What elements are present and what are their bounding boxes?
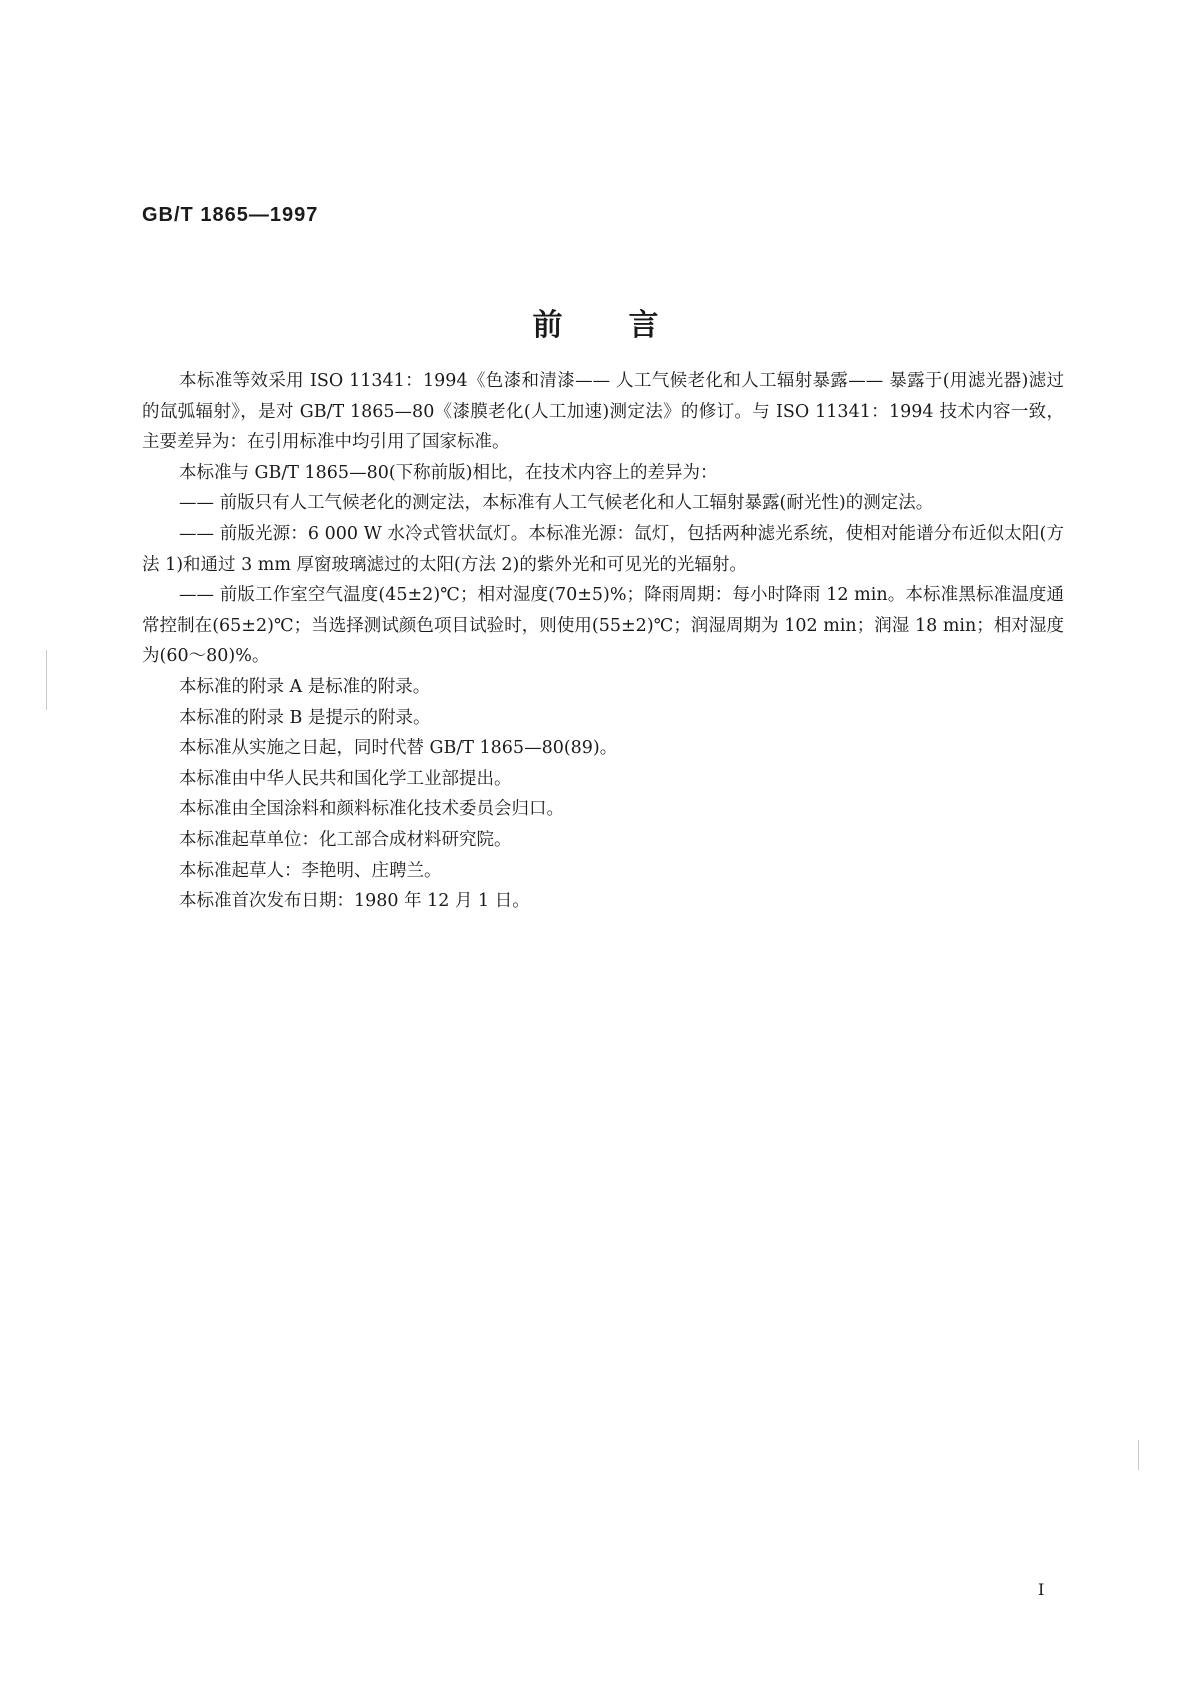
paragraph: 本标准从实施之日起，同时代替 GB/T 1865—80(89)。 — [179, 738, 618, 759]
scan-mark — [1138, 1440, 1139, 1470]
page-title: 前言 — [532, 308, 725, 343]
paragraph: 本标准首次发布日期：1980 年 12 月 1 日。 — [179, 891, 530, 912]
paragraph: 本标准的附录 B 是提示的附录。 — [179, 707, 431, 728]
paragraph: 本标准与 GB/T 1865—80(下称前版)相比，在技术内容上的差异为： — [179, 462, 718, 483]
scan-mark — [46, 650, 47, 710]
paragraph: 本标准由中华人民共和国化学工业部提出。 — [179, 768, 512, 789]
paragraph: —— 前版工作室空气温度(45±2)℃；相对湿度(70±5)%；降雨周期：每小时降雨 12 min。本标准黑标准温度通常控制在(65±2)℃；当选择测试颜色项目试验时，则使用(55±2)℃；润湿周期为 102 min；润湿 18 min；相对湿度为(60～80)%。 — [142, 585, 1064, 667]
paragraph: 本标准起草单位：化工部合成材料研究院。 — [179, 829, 512, 850]
paragraph: 本标准的附录 A 是标准的附录。 — [179, 676, 431, 697]
paragraph: 本标准等效采用 ISO 11341：1994《色漆和清漆—— 人工气候老化和人工辐射暴露—— 暴露于(用滤光器)滤过的氙弧辐射》，是对 GB/T 1865—80《漆膜老化(人工加速)测定法》的修订。与 ISO 11341：1994 技术内容一致，主要差异为：在引用标准中均引用了国家标准。 — [142, 371, 1064, 453]
paragraph: —— 前版光源：6 000 W 水冷式管状氙灯。本标准光源：氙灯，包括两种滤光系统，使相对能谱分布近似太阳(方法 1)和通过 3 mm 厚窗玻璃滤过的太阳(方法 2)的紫外光和可见光的光辐射。 — [142, 523, 1064, 575]
standard-code: GB/T 1865—1997 — [142, 204, 319, 226]
paragraph: 本标准由全国涂料和颜料标准化技术委员会归口。 — [179, 799, 564, 820]
page-number: I — [1038, 1580, 1045, 1599]
paragraph: 本标准起草人：李艳明、庄聘兰。 — [179, 860, 442, 881]
preface-body — [142, 366, 1064, 917]
paragraph: —— 前版只有人工气候老化的测定法，本标准有人工气候老化和人工辐射暴露(耐光性)的测定法。 — [179, 493, 934, 514]
